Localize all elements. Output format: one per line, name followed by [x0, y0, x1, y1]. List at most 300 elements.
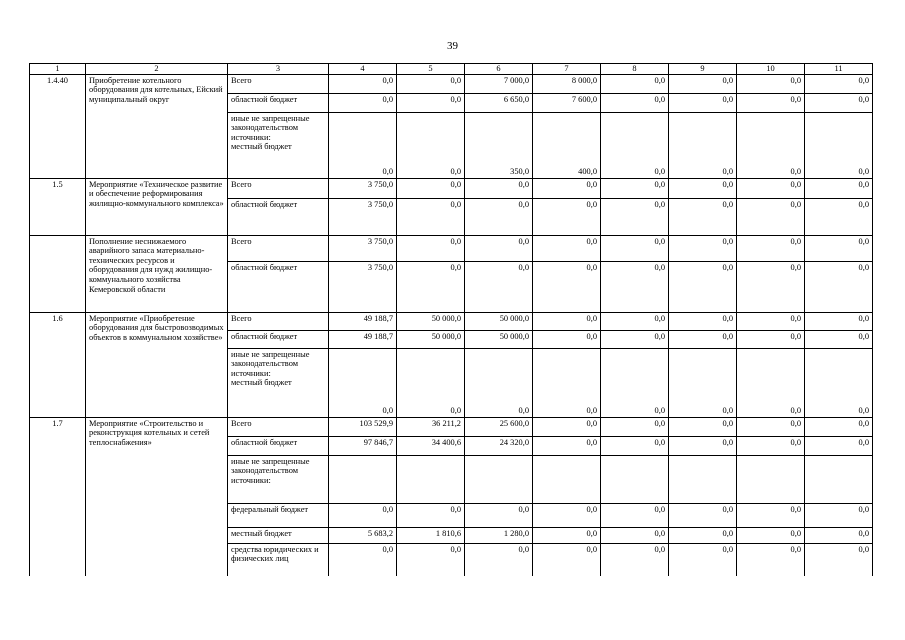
table-body: [30, 64, 873, 576]
funding-source-label: иные не запрещенные законодательством источники:: [231, 349, 310, 378]
value-cell: [397, 348, 465, 417]
value-text: 0,0: [790, 331, 801, 341]
value-text: 1 810,6: [435, 528, 461, 538]
value-text: 0,0: [654, 331, 665, 341]
value-cell: [465, 527, 533, 543]
value-cell: [737, 198, 805, 235]
value-text: 0,0: [722, 406, 733, 415]
value-text: 1 280,0: [503, 528, 529, 538]
value-cell: [805, 527, 873, 543]
item-code: 1.5: [30, 178, 86, 235]
value-text: 0,0: [450, 75, 461, 85]
column-header: 9: [669, 64, 737, 75]
value-text: 0,0: [654, 262, 665, 272]
value-text: 0,0: [790, 544, 801, 554]
value-cell: [329, 527, 397, 543]
value-text: 0,0: [790, 262, 801, 272]
column-header: 4: [329, 64, 397, 75]
value-cell: [465, 93, 533, 112]
value-text: 0,0: [586, 262, 597, 272]
funding-source: [228, 527, 329, 543]
value-cell: [805, 417, 873, 436]
value-text: 3 750,0: [367, 262, 393, 272]
value-text: 50 000,0: [431, 313, 461, 323]
value-text: 0,0: [518, 179, 529, 189]
value-cell: [669, 93, 737, 112]
value-text: 0,0: [450, 544, 461, 554]
column-header: 10: [737, 64, 805, 75]
item-name: Мероприятие «Техническое развитие и обеспечение реформирования жилищно-коммунального комплекса»: [86, 178, 228, 235]
value-text: 0,0: [586, 236, 597, 246]
value-cell: [329, 112, 397, 178]
funding-source: [228, 348, 329, 417]
value-cell: [669, 330, 737, 348]
value-text: 0,0: [518, 544, 529, 554]
value-cell: [805, 436, 873, 455]
value-text: 0,0: [722, 94, 733, 104]
value-text: 0,0: [586, 199, 597, 209]
value-text: 0,0: [858, 179, 869, 189]
value-text: 0,0: [722, 199, 733, 209]
value-text: 97 846,7: [363, 437, 393, 447]
column-header: 6: [465, 64, 533, 75]
value-text: 0,0: [654, 167, 665, 176]
value-cell: [465, 436, 533, 455]
funding-source: [228, 417, 329, 436]
value-cell: [601, 312, 669, 330]
funding-source-label: областной бюджет: [231, 94, 298, 104]
value-cell: [669, 235, 737, 261]
funding-source-label: федеральный бюджет: [231, 504, 309, 514]
value-cell: [533, 527, 601, 543]
value-cell: [669, 261, 737, 312]
value-text: 0,0: [518, 504, 529, 514]
funding-source-label: областной бюджет: [231, 262, 298, 272]
value-cell: [397, 543, 465, 576]
value-cell: [397, 436, 465, 455]
value-cell: [601, 455, 669, 503]
value-cell: [533, 261, 601, 312]
value-cell: [737, 455, 805, 503]
value-cell: [805, 112, 873, 178]
value-text: 0,0: [450, 406, 461, 415]
funding-source-label: Всего: [231, 75, 252, 85]
value-cell: [329, 312, 397, 330]
value-cell: [533, 503, 601, 527]
item-name: Приобретение котельного оборудования для котельных, Ейский муниципальный округ: [86, 74, 228, 178]
value-cell: [329, 436, 397, 455]
value-cell: [601, 74, 669, 93]
funding-source: [228, 503, 329, 527]
value-text: 3 750,0: [367, 179, 393, 189]
value-cell: [669, 312, 737, 330]
value-cell: [737, 330, 805, 348]
table-row: [30, 178, 873, 198]
value-text: 50 000,0: [499, 331, 529, 341]
value-text: 350,0: [510, 167, 529, 176]
column-header: 3: [228, 64, 329, 75]
value-cell: [329, 543, 397, 576]
value-cell: [329, 330, 397, 348]
value-text: 3 750,0: [367, 199, 393, 209]
value-cell: [601, 261, 669, 312]
value-text: 50 000,0: [499, 313, 529, 323]
value-cell: [533, 436, 601, 455]
value-text: 0,0: [858, 331, 869, 341]
value-text: 0,0: [450, 94, 461, 104]
column-header: 11: [805, 64, 873, 75]
value-text: 0,0: [790, 167, 801, 176]
value-cell: [601, 112, 669, 178]
column-header: 8: [601, 64, 669, 75]
value-text: 0,0: [722, 528, 733, 538]
value-cell: [397, 527, 465, 543]
value-cell: [397, 312, 465, 330]
column-header: 7: [533, 64, 601, 75]
value-text: 0,0: [654, 313, 665, 323]
funding-source-label: средства юридических и физических лиц: [231, 544, 319, 564]
value-cell: [533, 93, 601, 112]
value-text: 0,0: [858, 504, 869, 514]
value-text: 0,0: [382, 167, 393, 176]
value-cell: [329, 417, 397, 436]
value-text: 0,0: [858, 437, 869, 447]
value-cell: [465, 330, 533, 348]
value-cell: [329, 261, 397, 312]
value-cell: [737, 112, 805, 178]
value-cell: [465, 198, 533, 235]
funding-source: [228, 74, 329, 93]
value-cell: [397, 93, 465, 112]
value-text: 0,0: [790, 75, 801, 85]
value-text: 0,0: [654, 437, 665, 447]
value-text: 0,0: [654, 94, 665, 104]
value-text: 0,0: [790, 313, 801, 323]
value-text: 0,0: [450, 179, 461, 189]
value-cell: [737, 74, 805, 93]
value-text: 0,0: [586, 313, 597, 323]
value-text: 400,0: [578, 167, 597, 176]
value-text: 0,0: [382, 75, 393, 85]
value-cell: [669, 178, 737, 198]
value-cell: [329, 93, 397, 112]
value-text: 0,0: [586, 528, 597, 538]
value-text: 0,0: [722, 437, 733, 447]
value-cell: [737, 417, 805, 436]
funding-source-label: областной бюджет: [231, 199, 298, 209]
value-text: 0,0: [586, 544, 597, 554]
value-cell: [737, 235, 805, 261]
value-text: 0,0: [654, 418, 665, 428]
value-text: 0,0: [790, 504, 801, 514]
value-cell: [601, 178, 669, 198]
funding-source-sublabel: местный бюджет: [231, 378, 292, 388]
value-text: 0,0: [722, 504, 733, 514]
funding-source: [228, 330, 329, 348]
column-header: 1: [30, 64, 86, 75]
value-text: 0,0: [790, 179, 801, 189]
value-cell: [465, 74, 533, 93]
value-cell: [669, 527, 737, 543]
funding-source: [228, 261, 329, 312]
column-header: 2: [86, 64, 228, 75]
value-text: 7 000,0: [503, 75, 529, 85]
funding-source-label: Всего: [231, 313, 252, 323]
value-cell: [805, 312, 873, 330]
value-cell: [397, 455, 465, 503]
value-cell: [805, 178, 873, 198]
value-cell: [669, 543, 737, 576]
value-cell: [465, 235, 533, 261]
value-text: 0,0: [586, 504, 597, 514]
value-cell: [533, 312, 601, 330]
value-cell: [737, 527, 805, 543]
value-cell: [465, 503, 533, 527]
value-cell: [601, 348, 669, 417]
funding-source: [228, 178, 329, 198]
value-cell: [465, 543, 533, 576]
table-row: [30, 312, 873, 330]
value-cell: [465, 178, 533, 198]
value-cell: [533, 417, 601, 436]
table-row: [30, 235, 873, 261]
value-cell: [669, 417, 737, 436]
value-text: 25 600,0: [499, 418, 529, 428]
value-cell: [329, 74, 397, 93]
funding-source: [228, 436, 329, 455]
value-cell: [601, 543, 669, 576]
budget-table: [29, 63, 873, 576]
value-cell: [533, 178, 601, 198]
value-cell: [329, 455, 397, 503]
value-text: 49 188,7: [363, 313, 393, 323]
value-text: 0,0: [858, 236, 869, 246]
funding-source: [228, 93, 329, 112]
value-text: 24 320,0: [499, 437, 529, 447]
value-text: 0,0: [382, 504, 393, 514]
value-text: 0,0: [450, 199, 461, 209]
value-cell: [397, 198, 465, 235]
value-cell: [669, 198, 737, 235]
value-cell: [737, 93, 805, 112]
value-text: 0,0: [654, 504, 665, 514]
funding-source: [228, 543, 329, 576]
value-text: 0,0: [722, 167, 733, 176]
table-row: [30, 417, 873, 436]
item-code: 1.7: [30, 417, 86, 576]
value-text: 0,0: [586, 418, 597, 428]
value-text: 0,0: [450, 504, 461, 514]
item-name: Мероприятие «Приобретение оборудования для быстровозводимых объектов в коммунальном хозяйстве»: [86, 312, 228, 417]
value-text: 0,0: [654, 199, 665, 209]
value-cell: [329, 235, 397, 261]
funding-source-label: Всего: [231, 179, 252, 189]
value-cell: [669, 455, 737, 503]
funding-source-label: иные не запрещенные законодательством источники:: [231, 113, 310, 142]
value-cell: [805, 330, 873, 348]
value-text: 0,0: [654, 75, 665, 85]
value-text: 5 683,2: [367, 528, 393, 538]
value-cell: [805, 503, 873, 527]
value-cell: [329, 503, 397, 527]
item-name: Мероприятие «Строительство и реконструкция котельных и сетей теплоснабжения»: [86, 417, 228, 576]
value-cell: [737, 436, 805, 455]
value-cell: [465, 312, 533, 330]
value-text: 34 400,6: [431, 437, 461, 447]
value-text: 0,0: [790, 199, 801, 209]
value-cell: [329, 198, 397, 235]
column-number-row: [30, 64, 873, 75]
value-text: 0,0: [654, 406, 665, 415]
value-text: 0,0: [586, 331, 597, 341]
value-cell: [397, 112, 465, 178]
value-text: 0,0: [722, 179, 733, 189]
value-cell: [737, 178, 805, 198]
value-cell: [805, 198, 873, 235]
value-cell: [737, 543, 805, 576]
table-row: [30, 74, 873, 93]
value-text: 0,0: [858, 94, 869, 104]
funding-source: [228, 112, 329, 178]
funding-source: [228, 198, 329, 235]
value-cell: [533, 112, 601, 178]
value-text: 0,0: [858, 528, 869, 538]
value-text: 0,0: [858, 313, 869, 323]
value-text: 0,0: [382, 406, 393, 415]
value-cell: [601, 436, 669, 455]
value-cell: [397, 417, 465, 436]
value-text: 0,0: [722, 331, 733, 341]
value-text: 49 188,7: [363, 331, 393, 341]
value-text: 0,0: [858, 262, 869, 272]
value-cell: [669, 503, 737, 527]
funding-source: [228, 455, 329, 503]
value-cell: [737, 261, 805, 312]
value-text: 0,0: [450, 236, 461, 246]
value-cell: [533, 74, 601, 93]
value-text: 0,0: [790, 94, 801, 104]
value-cell: [397, 178, 465, 198]
value-text: 0,0: [518, 406, 529, 415]
value-text: 0,0: [382, 544, 393, 554]
value-text: 0,0: [858, 75, 869, 85]
value-cell: [805, 261, 873, 312]
value-cell: [601, 330, 669, 348]
value-cell: [805, 235, 873, 261]
column-header: 5: [397, 64, 465, 75]
value-text: 0,0: [858, 418, 869, 428]
funding-source-label: областной бюджет: [231, 437, 298, 447]
value-cell: [737, 503, 805, 527]
value-cell: [805, 543, 873, 576]
value-text: 0,0: [790, 528, 801, 538]
value-cell: [601, 503, 669, 527]
item-code: 1.6: [30, 312, 86, 417]
value-text: 0,0: [722, 313, 733, 323]
value-text: 0,0: [450, 262, 461, 272]
value-cell: [601, 93, 669, 112]
value-cell: [533, 543, 601, 576]
value-text: 36 211,2: [431, 418, 461, 428]
value-cell: [805, 455, 873, 503]
value-cell: [397, 330, 465, 348]
value-cell: [533, 235, 601, 261]
value-text: 0,0: [790, 406, 801, 415]
value-text: 0,0: [790, 236, 801, 246]
value-text: 0,0: [722, 236, 733, 246]
value-text: 0,0: [518, 236, 529, 246]
value-cell: [805, 74, 873, 93]
value-text: 0,0: [654, 544, 665, 554]
value-cell: [669, 74, 737, 93]
value-text: 0,0: [654, 236, 665, 246]
value-cell: [601, 417, 669, 436]
value-cell: [601, 527, 669, 543]
value-text: 0,0: [790, 437, 801, 447]
value-cell: [601, 198, 669, 235]
value-text: 0,0: [586, 406, 597, 415]
value-text: 0,0: [858, 406, 869, 415]
value-cell: [329, 348, 397, 417]
value-cell: [669, 348, 737, 417]
funding-source: [228, 235, 329, 261]
funding-source-label: иные не запрещенные законодательством источники:: [231, 456, 310, 485]
funding-source-label: Всего: [231, 236, 252, 246]
page-number: 39: [447, 40, 458, 52]
value-cell: [737, 348, 805, 417]
value-text: 0,0: [858, 544, 869, 554]
value-cell: [329, 178, 397, 198]
value-text: 0,0: [858, 167, 869, 176]
value-text: 103 529,9: [359, 418, 393, 428]
value-cell: [465, 112, 533, 178]
value-cell: [397, 261, 465, 312]
value-text: 50 000,0: [431, 331, 461, 341]
value-text: 0,0: [722, 262, 733, 272]
value-cell: [465, 261, 533, 312]
value-cell: [533, 348, 601, 417]
value-text: 0,0: [790, 418, 801, 428]
value-cell: [805, 348, 873, 417]
value-text: 0,0: [722, 75, 733, 85]
funding-source-label: областной бюджет: [231, 331, 298, 341]
value-text: 0,0: [450, 167, 461, 176]
value-text: 3 750,0: [367, 236, 393, 246]
item-name: Пополнение неснижаемого аварийного запаса материально-технических ресурсов и оборудования для нужд жилищно-коммунального хозяйства Кемеровской области: [86, 235, 228, 312]
value-text: 0,0: [858, 199, 869, 209]
funding-source-label: местный бюджет: [231, 528, 292, 538]
value-text: 0,0: [722, 418, 733, 428]
value-cell: [465, 417, 533, 436]
value-cell: [397, 235, 465, 261]
value-cell: [533, 330, 601, 348]
value-cell: [397, 503, 465, 527]
value-text: 0,0: [382, 94, 393, 104]
value-text: 0,0: [586, 437, 597, 447]
value-text: 0,0: [722, 544, 733, 554]
value-text: 0,0: [654, 528, 665, 538]
value-cell: [465, 455, 533, 503]
value-cell: [669, 112, 737, 178]
value-cell: [737, 312, 805, 330]
value-cell: [669, 436, 737, 455]
item-code: [30, 235, 86, 312]
item-code: 1.4.40: [30, 74, 86, 178]
value-cell: [397, 74, 465, 93]
value-cell: [533, 198, 601, 235]
value-text: 6 650,0: [503, 94, 529, 104]
value-text: 7 600,0: [571, 94, 597, 104]
